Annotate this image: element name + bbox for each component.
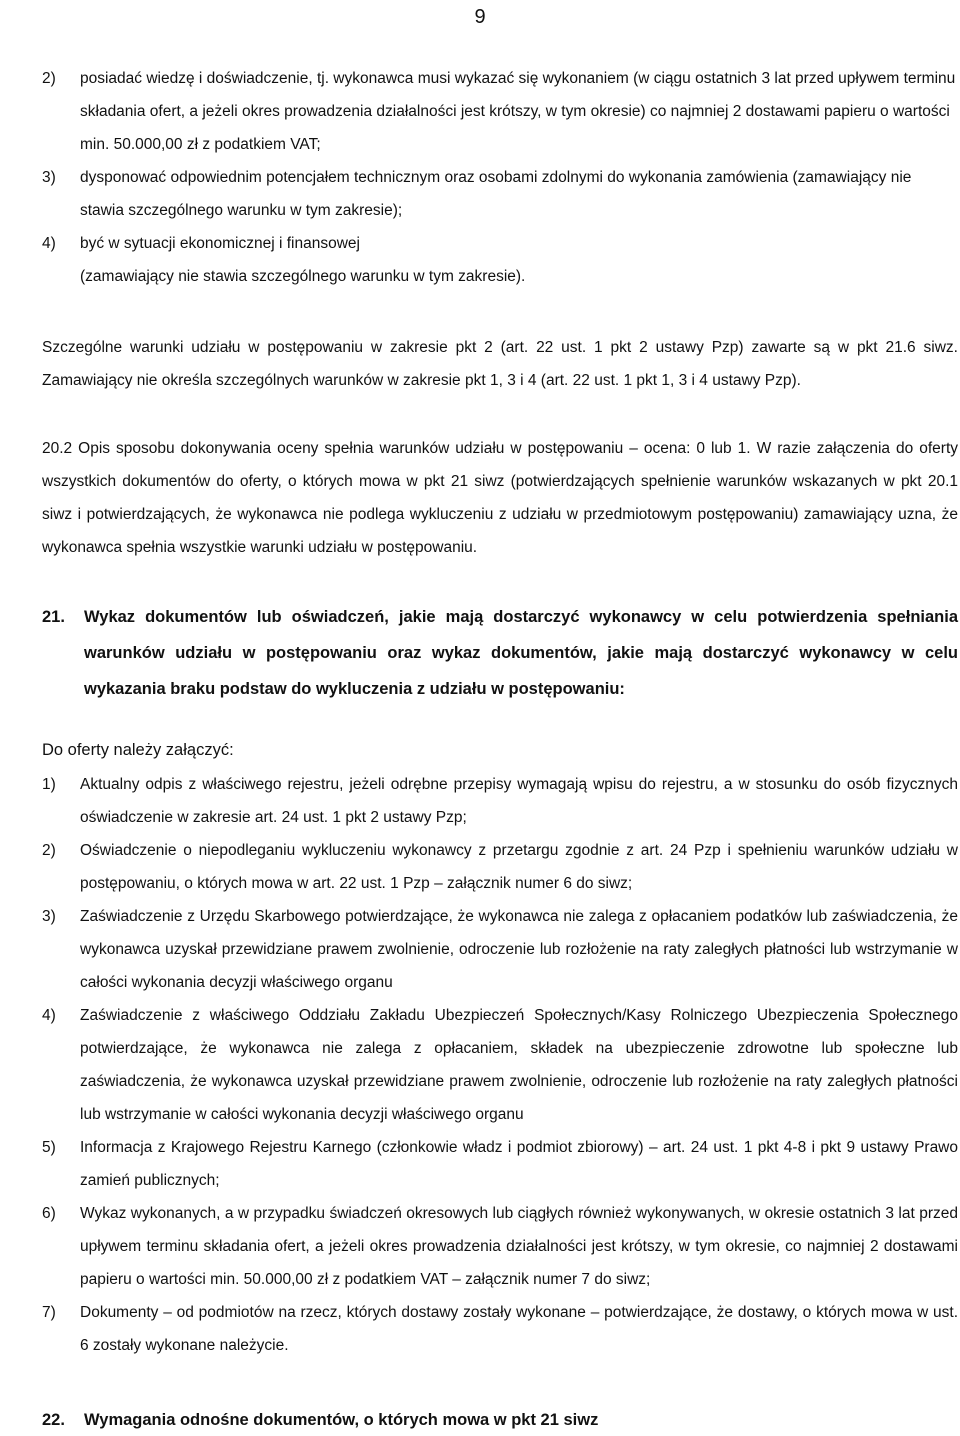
item-number: 2) [42, 70, 56, 87]
item-text-note: (zamawiający nie stawia szczególnego warunku w tym zakresie). [80, 268, 526, 285]
list-item [42, 900, 958, 999]
section-22-heading [42, 1405, 956, 1435]
item-text: dysponować odpowiednim potencjałem technicznym oraz osobami zdolnymi do wykonania zamówienia (zamawiający nie stawia szczególnego warunku w tym zakresie); [80, 169, 912, 219]
list-item [42, 161, 956, 227]
item-number: 7) [42, 1304, 56, 1321]
list-item [42, 1131, 958, 1197]
item-number: 3) [42, 169, 56, 186]
item-number: 3) [42, 908, 56, 925]
item-number: 5) [42, 1139, 56, 1156]
list-item [42, 62, 956, 161]
section-number: 21. [42, 608, 65, 626]
attachments-intro: Do oferty należy załączyć: [42, 741, 234, 759]
section-title: Wymagania odnośne dokumentów, o których mowa w pkt 21 siwz [84, 1411, 599, 1429]
item-text: Zaświadczenie z Urzędu Skarbowego potwierdzające, że wykonawca nie zalega z opłacaniem podatków lub zaświadczenia, że wykonawca uzyskał przewidziane prawem zwolnienie, odroczenie lub rozłożenie na raty zaległych płatności lub wstrzymanie w całości wykonania decyzji właściwego organu [80, 908, 958, 991]
conditions-list [42, 62, 956, 293]
list-item [42, 1296, 958, 1362]
item-text: Dokumenty – od podmiotów na rzecz, których dostawy zostały wykonane – potwierdzające, że dostawy, o których mowa w ust. 6 zostały wykonane należycie. [80, 1304, 958, 1354]
list-item [42, 834, 958, 900]
item-number: 6) [42, 1205, 56, 1222]
section-21-heading [42, 599, 958, 707]
list-item [42, 1197, 958, 1296]
item-text: Wykaz wykonanych, a w przypadku świadczeń okresowych lub ciągłych również wykonywanych, w okresie ostatnich 3 lat przed upływem terminu składania ofert, a jeżeli okres prowadzenia działalności jest krótszy, w tym okresie, co najmniej 2 dostawami papieru o wartości min. 50.000,00 zł z podatkiem VAT – załącznik numer 7 do siwz; [80, 1205, 958, 1288]
page-number: 9 [474, 6, 486, 28]
item-number: 4) [42, 235, 56, 252]
item-text: Zaświadczenie z właściwego Oddziału Zakładu Ubezpieczeń Społecznych/Kasy Rolniczego Ubezpieczenia Społecznego potwierdzające, że wykonawca nie zalega z opłacaniem, składek na ubezpieczenie zdrowotne lub społeczne lub zaświadczenia, że wykonawca uzyskał przewidziane prawem zwolnienie, odroczenie lub rozłożenie na raty zaległych płatności lub wstrzymanie w całości wykonania decyzji właściwego organu [80, 1007, 958, 1123]
item-text: być w sytuacji ekonomicznej i finansowej [80, 235, 360, 252]
paragraph-20-2: 20.2 Opis sposobu dokonywania oceny spełnia warunków udziału w postępowaniu – ocena: 0 lub 1. W razie załączenia do oferty wszystkich dokumentów do oferty, o których mowa w pkt 21 siwz (potwierdzających spełnienie warunków wskazanych w pkt 20.1 siwz i potwierdzających, że wykonawca nie podlega wykluczeniu z udziału w przedmiotowym postępowaniu) zamawiający uzna, że wykonawca spełnia wszystkie warunki udziału w postępowaniu. [42, 440, 958, 556]
section-number: 22. [42, 1411, 65, 1429]
item-text: Aktualny odpis z właściwego rejestru, jeżeli odrębne przepisy wymagają wpisu do rejestru, a w stosunku do osób fizycznych oświadczenie w zakresie art. 24 ust. 1 pkt 2 ustawy Pzp; [80, 776, 958, 826]
documents-list [42, 768, 958, 1362]
item-text: posiadać wiedzę i doświadczenie, tj. wykonawca musi wykazać się wykonaniem (w ciągu ostatnich 3 lat przed upływem terminu składania ofert, a jeżeli okres prowadzenia działalności jest krótszy, w tym okresie) co najmniej 2 dostawami papieru o wartości min. 50.000,00 zł z podatkiem VAT; [80, 70, 956, 153]
item-number: 2) [42, 842, 56, 859]
item-text: Oświadczenie o niepodleganiu wykluczeniu wykonawcy z przetargu zgodnie z art. 24 Pzp i spełnieniu warunków udziału w postępowaniu, o których mowa w art. 22 ust. 1 Pzp – załącznik numer 6 do siwz; [80, 842, 958, 892]
item-number: 1) [42, 776, 56, 793]
list-item [42, 768, 958, 834]
item-text: Informacja z Krajowego Rejestru Karnego (członkowie władz i podmiot zbiorowy) – art. 24 ust. 1 pkt 4-8 i pkt 9 ustawy Prawo zamień publicznych; [80, 1139, 958, 1189]
item-number: 4) [42, 1007, 56, 1024]
section-title: Wykaz dokumentów lub oświadczeń, jakie mają dostarczyć wykonawcy w celu potwierdzenia spełniania warunków udziału w postępowaniu oraz wykaz dokumentów, jakie mają dostarczyć wykonawcy w celu wykazania braku podstaw do wykluczenia z udziału w postępowaniu: [84, 608, 958, 698]
special-conditions-paragraph: Szczególne warunki udziału w postępowaniu w zakresie pkt 2 (art. 22 ust. 1 pkt 2 ustawy Pzp) zawarte są w pkt 21.6 siwz. Zamawiający nie określa szczególnych warunków w zakresie pkt 1, 3 i 4 (art. 22 ust. 1 pkt 1, 3 i 4 ustawy Pzp). [42, 339, 958, 389]
list-item [42, 227, 956, 293]
list-item [42, 999, 958, 1131]
